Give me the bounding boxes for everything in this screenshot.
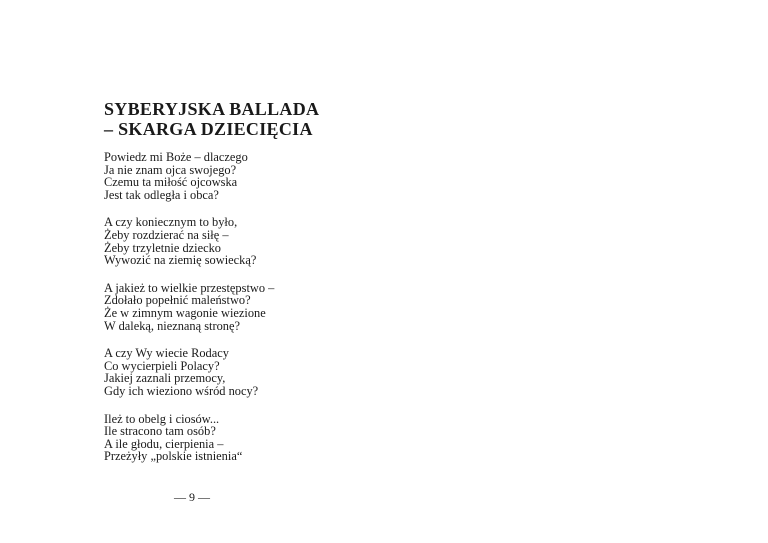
poem-line: Ja nie znam ojca swojego?	[104, 162, 237, 177]
poem-line: Ile stracono tam osób?	[104, 424, 216, 439]
poem-line: A czy koniecznym to było,	[104, 215, 238, 230]
poem-line: Wywozić na ziemię sowiecką?	[104, 253, 257, 268]
poem-line: W daleką, nieznaną stronę?	[104, 318, 241, 333]
stanza-3	[104, 282, 404, 332]
poem-line: Przeżyły „polskie istnienia“	[104, 449, 243, 464]
poem-line: Jest tak odległa i obca?	[104, 187, 219, 202]
poem-line: Zdołało popełnić maleństwo?	[104, 293, 251, 308]
poem-line: Żeby rozdzierać na siłę –	[104, 227, 229, 242]
poem-title-line-2: – SKARGA DZIECIĘCIA	[104, 119, 313, 139]
poem-title	[104, 99, 319, 139]
poem-line: Jakiej zaznali przemocy,	[104, 371, 226, 386]
stanza-5	[104, 413, 404, 463]
poem-line: Powiedz mi Boże – dlaczego	[104, 150, 248, 164]
poem-line: Że w zimnym wagonie wiezione	[104, 305, 266, 320]
poem-line: A czy Wy wiecie Rodacy	[104, 346, 229, 361]
poem-body	[104, 151, 404, 478]
poem-line: Co wycierpieli Polacy?	[104, 358, 220, 373]
stanza-1	[104, 151, 404, 201]
poem-line: Czemu ta miłość ojcowska	[104, 175, 238, 190]
poem-line: A jakież to wielkie przestępstwo –	[104, 280, 275, 295]
poem-line: Żeby trzyletnie dziecko	[104, 240, 221, 255]
poem-line: Gdy ich wieziono wśród nocy?	[104, 383, 259, 398]
poem-line: Ileż to obelg i ciosów...	[104, 411, 220, 426]
poem-line: A ile głodu, cierpienia –	[104, 436, 224, 451]
page-number: — 9 —	[174, 490, 210, 504]
poem-title-line-1: SYBERYJSKA BALLADA	[104, 99, 320, 119]
stanza-4	[104, 347, 404, 397]
stanza-2	[104, 216, 404, 266]
